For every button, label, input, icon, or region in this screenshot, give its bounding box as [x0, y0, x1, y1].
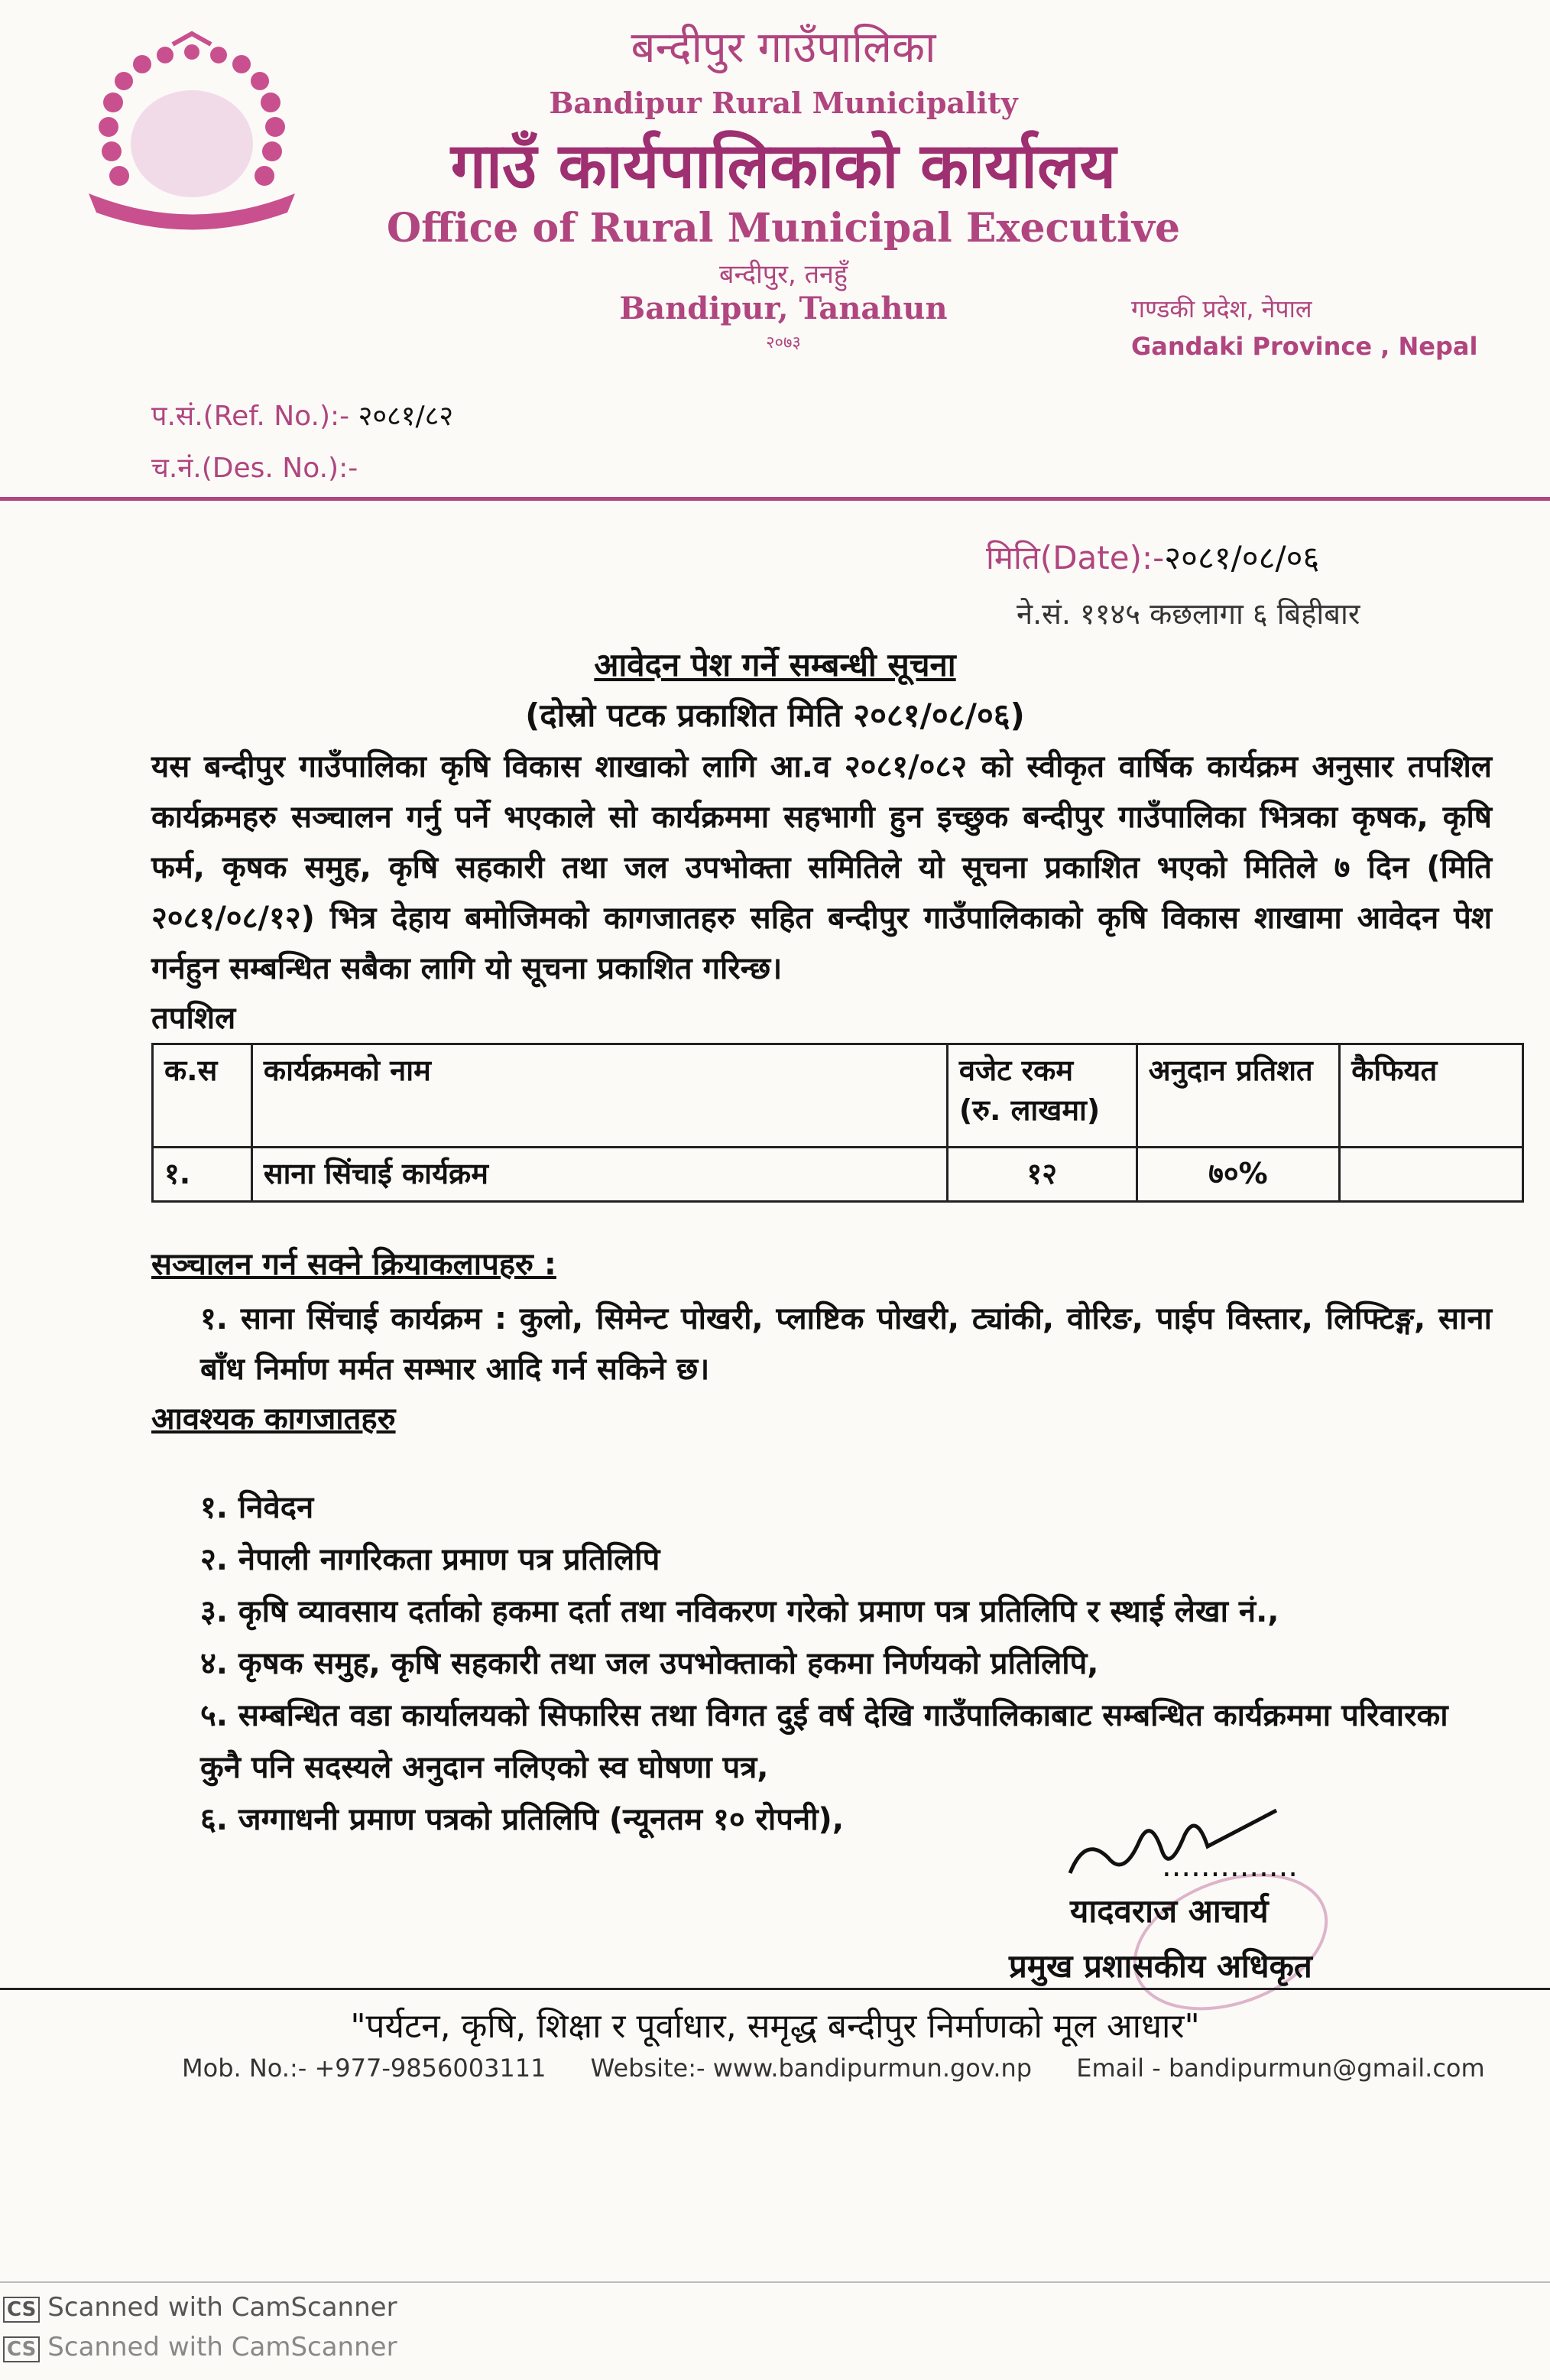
signatory-name: यादवराज आचार्य: [1070, 1892, 1269, 1930]
ref-label: प.सं.(Ref. No.):-: [151, 401, 350, 432]
details-label: तपशिल: [151, 1001, 236, 1036]
list-item: ३. कृषि व्यावसाय दर्ताको हकमा दर्ता तथा नविकरण गरेको प्रमाण पत्र प्रतिलिपि र स्थाई लेखा नं.,: [200, 1594, 1279, 1629]
email-link[interactable]: Email - bandipurmun@gmail.com: [1076, 2054, 1485, 2083]
website-link[interactable]: Website:- www.bandipurmun.gov.np: [590, 2054, 1033, 2083]
cell-budget: १२: [947, 1148, 1137, 1202]
date-label: मिति(Date):-: [986, 539, 1165, 576]
cell-program: साना सिंचाई कार्यक्रम: [251, 1148, 947, 1202]
municipality-name-nepali: बन्दीपुर गाउँपालिका: [631, 23, 936, 73]
reference-number: [151, 396, 453, 433]
signatory-title: प्रमुख प्रशासकीय अधिकृत: [1009, 1947, 1312, 1985]
notice-title: आवेदन पेश गर्ने सम्बन्धी सूचना: [594, 646, 956, 683]
table-row: [153, 1148, 1523, 1202]
scanner-watermark: [3, 2292, 397, 2323]
nepal-sambat-date: ने.सं. ११४५ कछलागा ६ बिहीबार: [1017, 597, 1360, 631]
col-header-remarks: कैफियत: [1340, 1044, 1523, 1148]
footer-slogan: "पर्यटन, कृषि, शिक्षा र पूर्वाधार, समृद्ध बन्दीपुर निर्माणको मूल आधार": [350, 2007, 1200, 2046]
cell-remarks: [1340, 1148, 1523, 1202]
documents-heading: आवश्यक कागजातहरु: [151, 1401, 396, 1437]
col-header-subsidy: अनुदान प्रतिशत: [1137, 1044, 1340, 1148]
province-nepali: गण्डकी प्रदेश, नेपाल: [1131, 294, 1312, 323]
program-table: [151, 1043, 1524, 1203]
footer-contact: [182, 2054, 1522, 2083]
place-english: Bandipur, Tanahun: [619, 291, 948, 326]
notice-subtitle: (दोस्रो पटक प्रकाशित मिति २०८१/०८/०६): [525, 696, 1025, 734]
col-header-budget: वजेट रकम (रु. लाखमा): [947, 1044, 1137, 1148]
camscanner-logo-icon: CS: [3, 2336, 40, 2362]
scanner-text: Scanned with CamScanner: [47, 2332, 397, 2362]
table-header-row: [153, 1044, 1523, 1148]
header-divider: [0, 497, 1550, 501]
list-item: १. निवेदन: [200, 1490, 314, 1525]
date-line: [986, 535, 1319, 579]
office-name-english: Office of Rural Municipal Executive: [386, 205, 1181, 252]
col-header-sn: क.स: [153, 1044, 252, 1148]
municipality-emblem-icon: [73, 29, 310, 243]
list-item: ५. सम्बन्धित वडा कार्यालयको सिफारिस तथा विगत दुई वर्ष देखि गाउँपालिकाबाट सम्बन्धित कार्यक्रममा परिवारका कुनै पनि सदस्यले अनुदान नलिएको स्व घोषणा पत्र,: [200, 1698, 1448, 1785]
activity-item: १. साना सिंचाई कार्यक्रम : कुलो, सिमेन्ट पोखरी, प्लाष्टिक पोखरी, ट्यांकी, वोरिङ, पाईप विस्तार, लिफ्टिङ्ग, साना बाँध निर्माण मर्मत सम्भार आदि गर्न सकिने छ।: [200, 1301, 1492, 1387]
office-name-nepali: गाउँ कार्यपालिकाको कार्यालय: [450, 130, 1117, 203]
province-english: Gandaki Province , Nepal: [1131, 332, 1478, 361]
documents-list: [200, 1482, 1492, 1846]
scanner-text: Scanned with CamScanner: [47, 2292, 397, 2323]
place-nepali: बन्दीपुर, तनहुँ: [719, 259, 848, 290]
cell-sn: १.: [153, 1148, 252, 1202]
activities-heading: सञ्चालन गर्न सक्ने क्रियाकलापहरु :: [151, 1247, 556, 1282]
signature-dots: ..............: [1162, 1849, 1299, 1884]
col-header-program: कार्यक्रमको नाम: [251, 1044, 947, 1148]
footer-divider: [0, 1988, 1550, 1990]
list-item: ४. कृषक समुह, कृषि सहकारी तथा जल उपभोक्ताको हकमा निर्णयको प्रतिलिपि,: [200, 1646, 1099, 1681]
dispatch-number: च.नं.(Des. No.):-: [151, 453, 358, 484]
mobile-number: Mob. No.:- +977-9856003111: [182, 2054, 546, 2083]
scanner-watermark: [3, 2332, 397, 2362]
ref-value: २०८१/८२: [358, 401, 454, 432]
notice-body: यस बन्दीपुर गाउँपालिका कृषि विकास शाखाको लागि आ.व २०८१/०८२ को स्वीकृत वार्षिक कार्यक्रम अनुसार तपशिल कार्यक्रमहरु सञ्चालन गर्नु पर्ने भएकाले सो कार्यक्रममा सहभागी हुन इच्छुक बन्दीपुर गाउँपालिका भित्रका कृषक, कृषि फर्म, कृषक समुह, कृषि सहकारी तथा जल उपभोक्ता समितिले यो सूचना प्रकाशित भएको मितिले ७ दिन (मिति २०८१/०८/१२) भित्र देहाय बमोजिमको कागजातहरु सहित बन्दीपुर गाउँपालिकाको कृषि विकास शाखामा आवेदन पेश गर्नहुन सम्बन्धित सबैका लागि यो सूचना प्रकाशित गरिन्छ।: [151, 749, 1492, 986]
list-item: ६. जग्गाधनी प्रमाण पत्रको प्रतिलिपि (न्यूनतम १० रोपनी),: [200, 1802, 845, 1837]
municipality-name-english: Bandipur Rural Municipality: [549, 86, 1018, 120]
list-item: २. नेपाली नागरिकता प्रमाण पत्र प्रतिलिपि: [200, 1542, 660, 1577]
cell-subsidy: ७०%: [1137, 1148, 1340, 1202]
established-year: २०७३: [766, 333, 801, 352]
camscanner-logo-icon: CS: [3, 2297, 40, 2323]
scanner-divider: [0, 2281, 1550, 2283]
date-value: २०८१/०८/०६: [1164, 539, 1320, 576]
